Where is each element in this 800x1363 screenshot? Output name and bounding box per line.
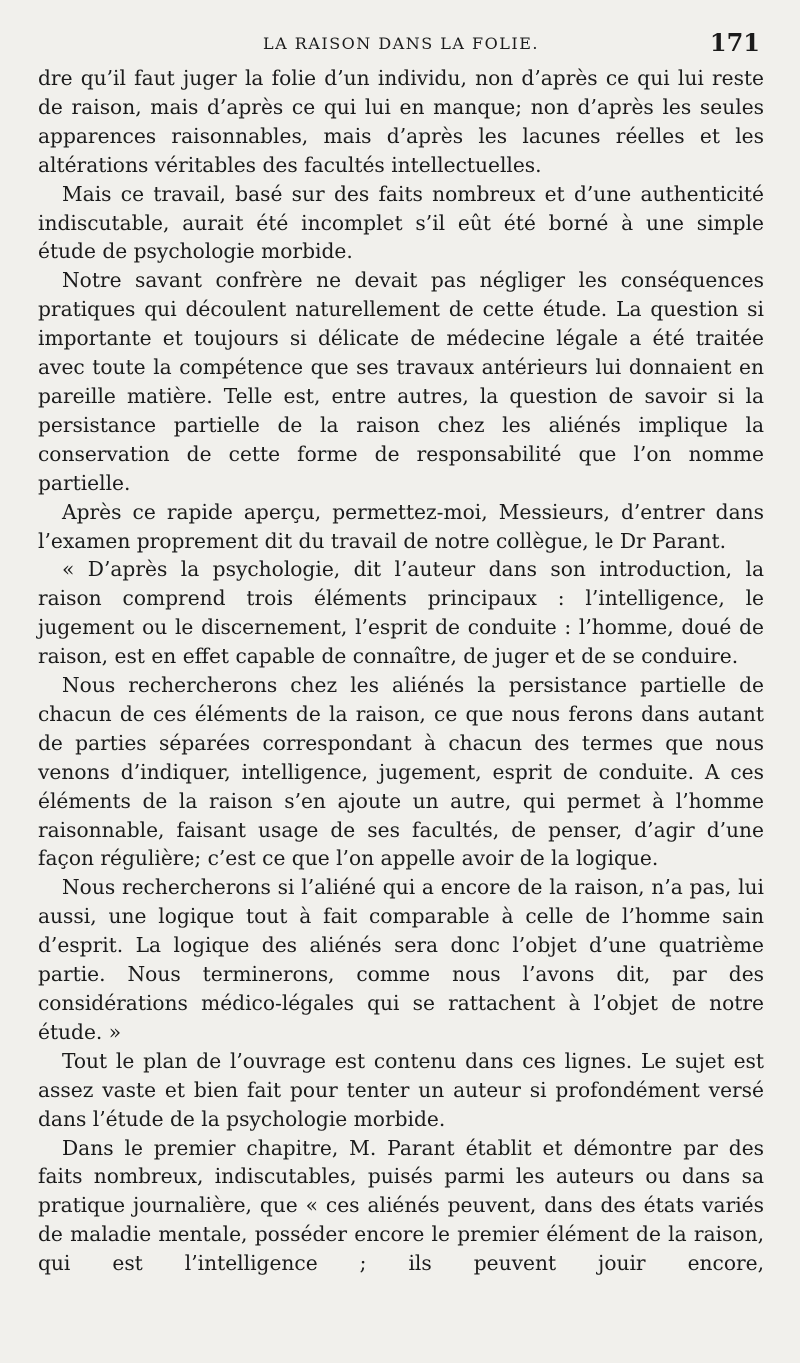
running-title: LA RAISON DANS LA FOLIE. [263, 34, 539, 53]
paragraph: Après ce rapide aperçu, permettez-moi, Messieurs, d’entrer dans l’examen proprement dit du travail de notre collègue, le Dr Parant. [38, 499, 764, 553]
paragraph: Nous rechercherons si l’aliéné qui a encore de la raison, n’a pas, lui aussi, une logique tout à fait comparable à celle de l’homme sain d’esprit. La logique des aliénés sera donc l’objet d’une quatrième partie. Nous terminerons, comme nous l’avons dit, par des considérations médico-légales qui se rattachent à l’objet de notre étude. » [38, 875, 764, 1044]
page-number: 171 [709, 28, 760, 57]
paragraph: Mais ce travail, basé sur des faits nombreux et d’une authenticité indiscutable, aurait été incomplet s’il eût été borné à une simple étude de psychologie morbide. [38, 181, 764, 264]
paragraph: Tout le plan de l’ouvrage est contenu dans ces lignes. Le sujet est assez vaste et bien fait pour tenter un auteur si profondément versé dans l’étude de la psychologie morbide. [38, 1048, 764, 1131]
paragraph: « D’après la psychologie, dit l’auteur dans son introduction, la raison comprend trois éléments principaux : l’intelligence, le jugement ou le discernement, l’esprit de conduite : l’homme, doué de raison, est en effet capable de connaître, de juger et de se conduire. [38, 557, 764, 669]
page-body [38, 64, 764, 1278]
paragraph: dre qu’il faut juger la folie d’un individu, non d’après ce qui lui reste de raison, mais d’après ce qui lui en manque; non d’après les seules apparences raisonnables, mais d’après les lacunes réelles et les altérations véritables des facultés intellectuelles. [38, 66, 764, 177]
running-header [38, 30, 764, 64]
paragraph: Nous rechercherons chez les aliénés la persistance partielle de chacun de ces éléments de la raison, ce que nous ferons dans autant de parties séparées correspondant à chacun des termes que nous venons d’indiquer, intelligence, jugement, esprit de conduite. A ces éléments de la raison s’en ajoute un autre, qui permet à l’homme raisonnable, faisant usage de ses facultés, de penser, d’agir d’une façon régulière; c’est ce que l’on appelle avoir de la logique. [38, 673, 764, 871]
paragraph: Notre savant confrère ne devait pas négliger les conséquences pratiques qui découlent naturellement de cette étude. La question si importante et toujours si délicate de médecine légale a été traitée avec toute la compétence que ses travaux antérieurs lui donnaient en pareille matière. Telle est, entre autres, la question de savoir si la persistance partielle de la raison chez les aliénés implique la conservation de cette forme de responsabilité que l’on nomme partielle. [38, 268, 764, 495]
paragraph: Dans le premier chapitre, M. Parant établit et démontre par des faits nombreux, indiscutables, puisés parmi les auteurs ou dans sa pratique journalière, que « ces aliénés peuvent, dans des états variés de maladie mentale, posséder encore le premier élément de la raison, qui est l’intelligence ; ils peuvent jouir encore, [38, 1135, 764, 1276]
